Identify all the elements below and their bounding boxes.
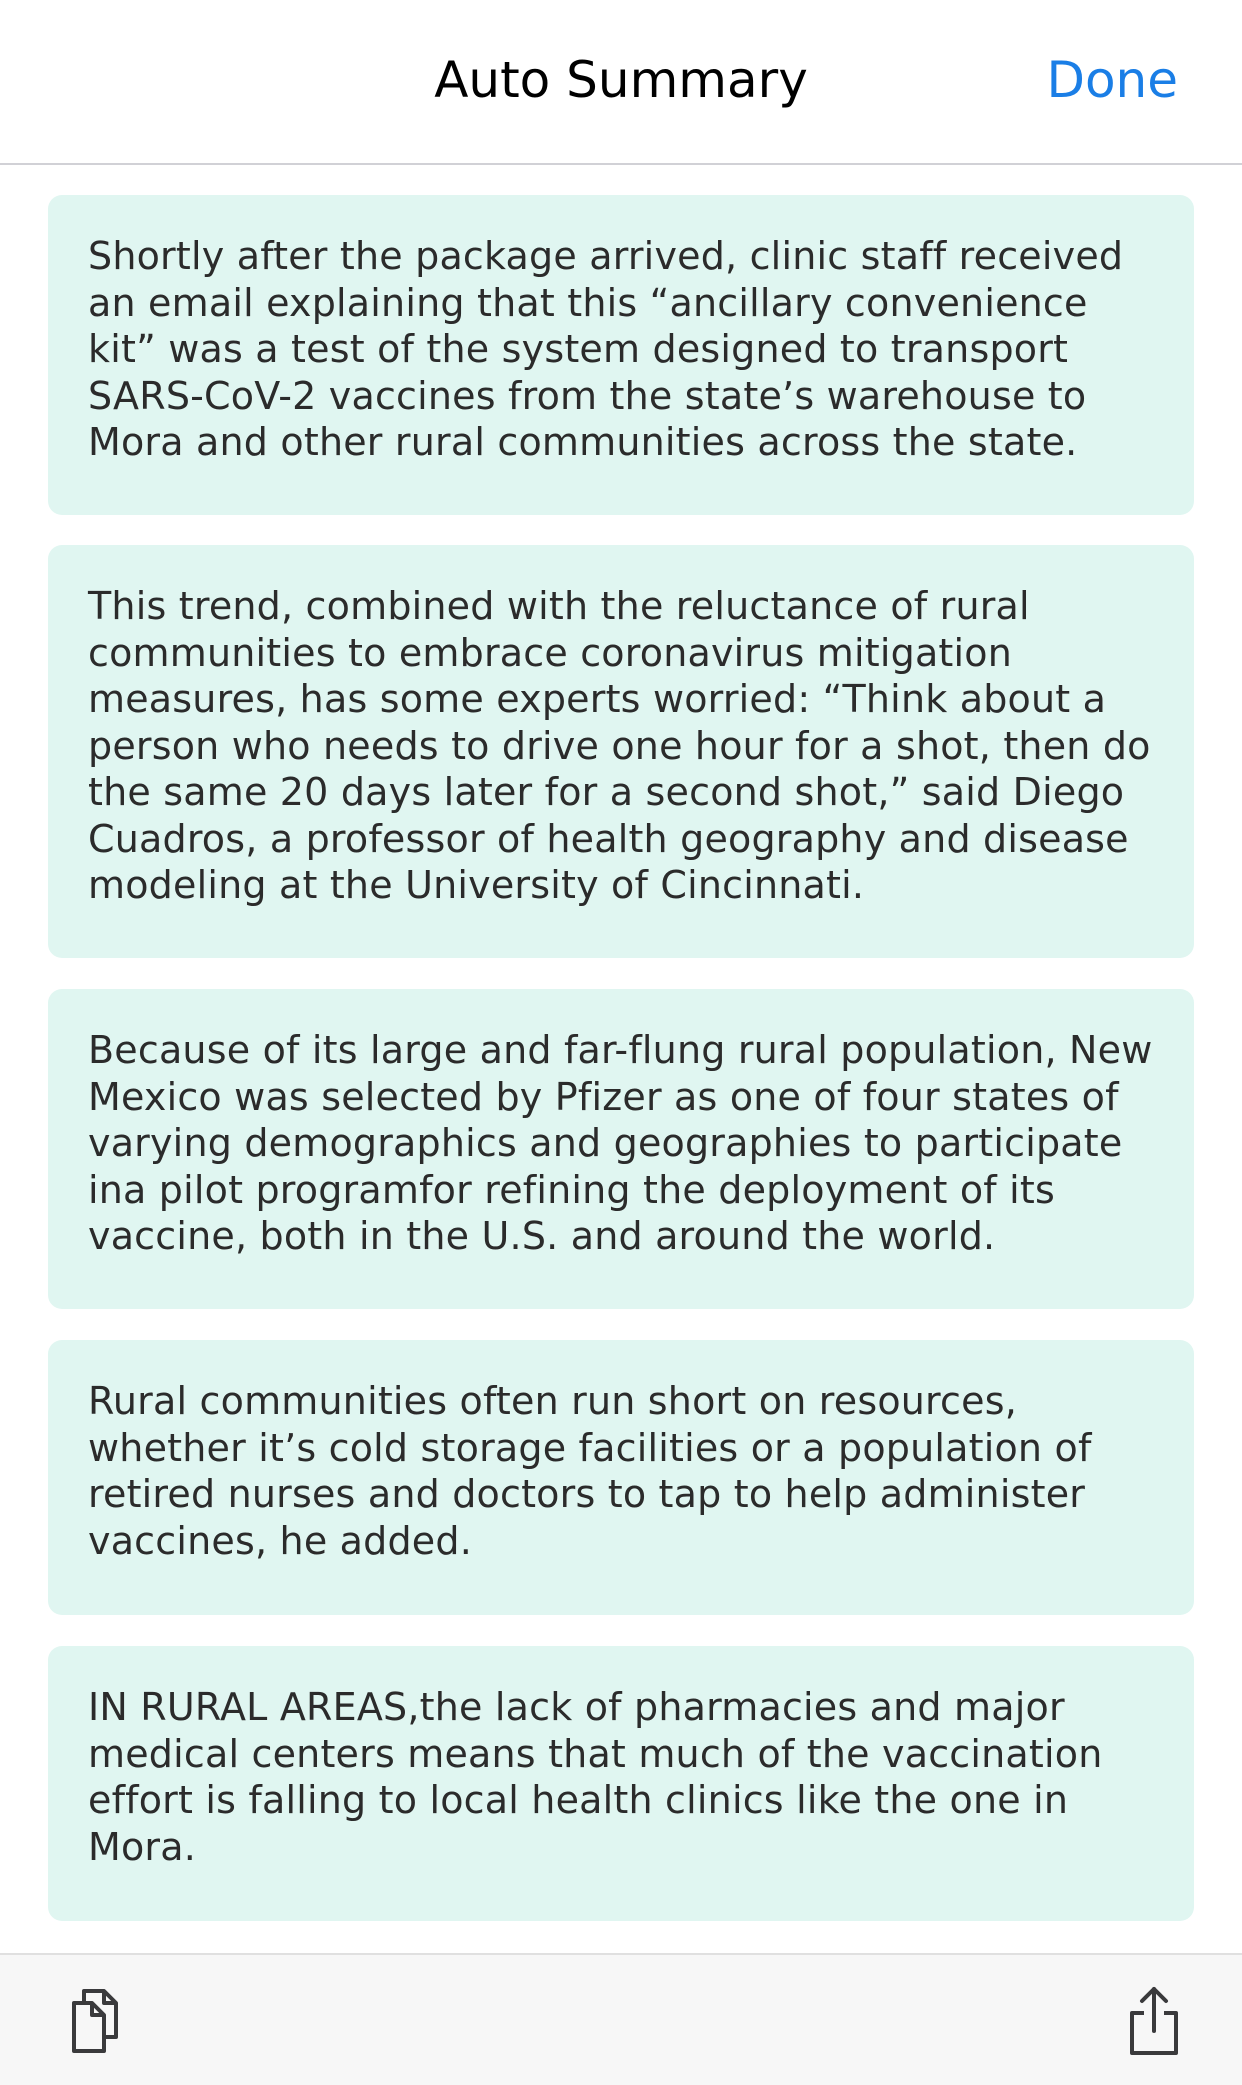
summary-text: Rural communities often run short on resources, whether it’s cold storage facilities or a population of retired nurses and doctors to tap to help administer vaccines, he added. — [88, 1379, 1092, 1563]
summary-card[interactable] — [48, 545, 1194, 958]
share-icon — [1114, 1981, 1194, 2061]
page-title: Auto Summary — [434, 51, 808, 109]
copy-button[interactable] — [54, 1981, 134, 2061]
summary-text: This trend, combined with the reluctance of rural communities to embrace coronavirus mitigation measures, has some experts worried: “Think about a person who needs to drive one hour for a shot, then do the same 20 days later for a second shot,” said Diego Cuadros, a professor of health geography and disease modeling at the University of Cincinnati. — [88, 584, 1151, 907]
bottom-toolbar — [0, 1953, 1242, 2085]
summary-text: Shortly after the package arrived, clinic staff received an email explaining that this “ancillary convenience kit” was a test of the system designed to transport SARS-CoV-2 vaccines from the state’s warehouse to Mora and other rural communities across the state. — [88, 234, 1124, 464]
summary-text: IN RURAL AREAS,the lack of pharmacies and major medical centers means that much of the vaccination effort is falling to local health clinics like the one in Mora. — [88, 1685, 1103, 1869]
share-button[interactable] — [1114, 1981, 1194, 2061]
navigation-bar — [0, 0, 1242, 165]
summary-list[interactable] — [0, 165, 1242, 1953]
summary-text: Because of its large and far-flung rural population, New Mexico was selected by Pfizer as one of four states of varying demographics and geographies to participate ina pilot programfor refining the deployment of its vaccine, both in the U.S. and around the world. — [88, 1028, 1153, 1258]
summary-card[interactable] — [48, 195, 1194, 515]
done-button[interactable]: Done — [1046, 51, 1178, 109]
summary-card[interactable] — [48, 1646, 1194, 1921]
summary-card[interactable] — [48, 1340, 1194, 1615]
summary-card[interactable] — [48, 989, 1194, 1309]
copy-icon — [54, 1981, 134, 2061]
